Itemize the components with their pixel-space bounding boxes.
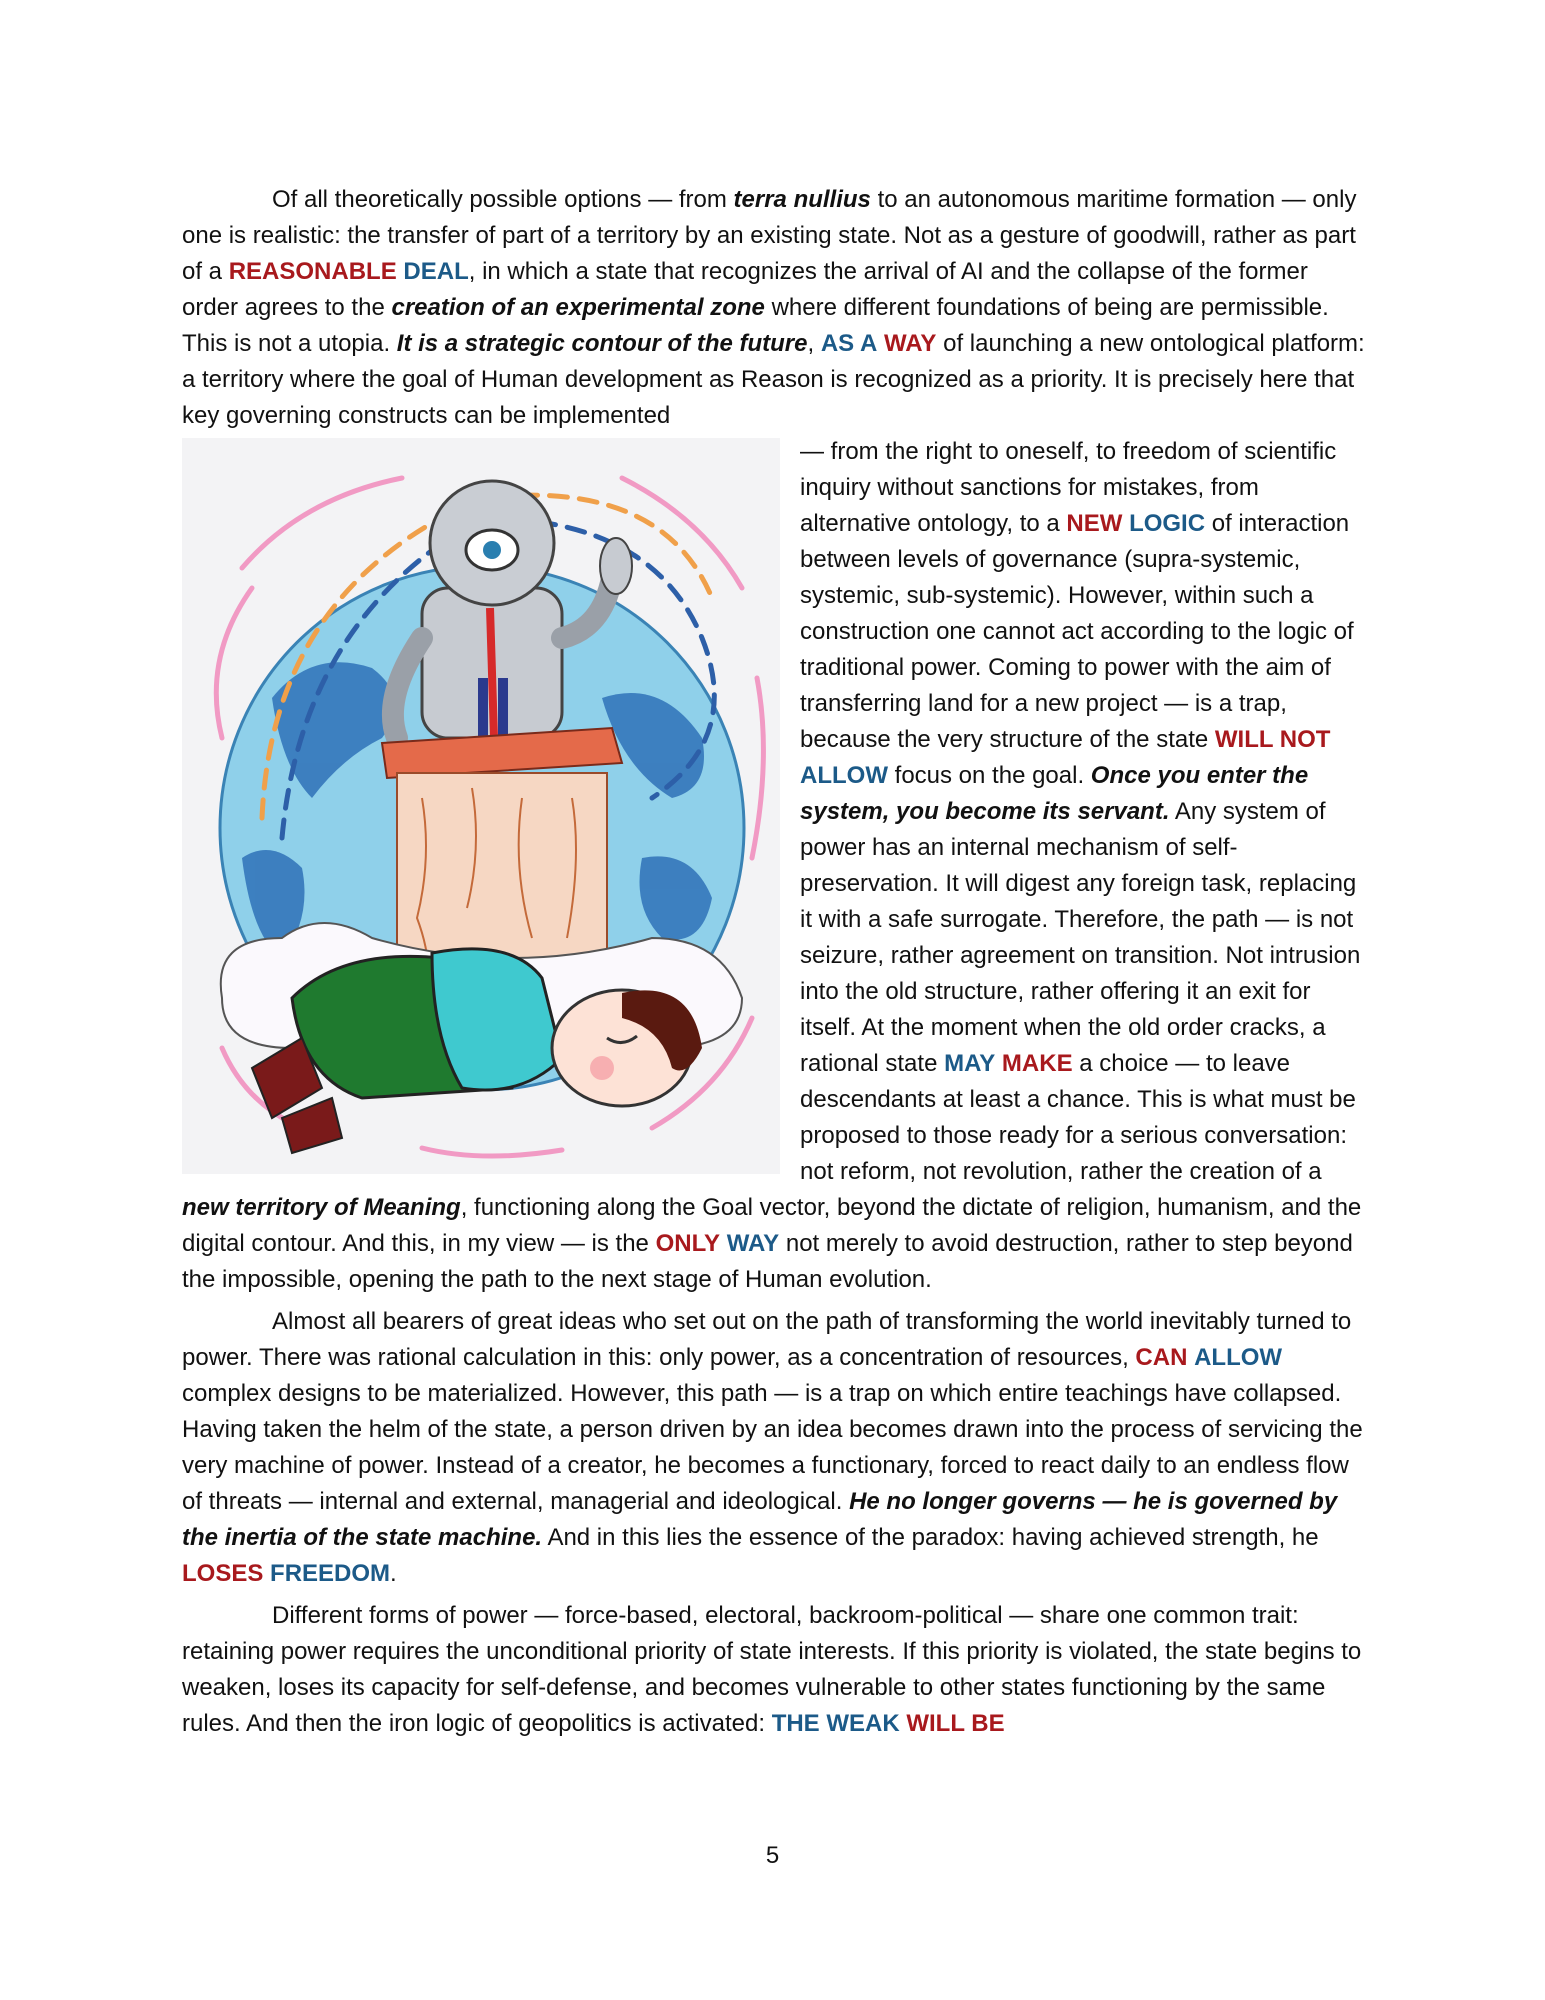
keyword-new: NEW (1066, 510, 1123, 537)
emphasis-terra-nullius: terra nullius (733, 186, 871, 213)
text-run: , functioning along the Goal vector, beyond the dictate of religion, humanism, and the digital contour. And this, in my view — is the (182, 1194, 1362, 1257)
text-run: , in which a state that recognizes the arrival of AI and the collapse of the former order agrees to the (182, 258, 1308, 321)
keyword-will-not: WILL NOT (1214, 726, 1331, 753)
emphasis-new-territory: new territory of Meaning (182, 1194, 461, 1221)
keyword-freedom: FREEDOM (270, 1560, 391, 1587)
emphasis-system-servant: Once you enter the system, you become its servant. (800, 762, 1309, 825)
keyword-way: WAY (883, 330, 937, 357)
text-run: And in this lies the essence of the paradox: having achieved strength, he (542, 1524, 1319, 1551)
emphasis-experimental-zone: creation of an experimental zone (391, 294, 765, 321)
page-body (182, 182, 1366, 1742)
text-run: Different forms of power — force-based, electoral, backroom-political — share one common trait: retaining power requires the unconditional priority of state interests. If this priority is violated, the state begins to weaken, loses its capacity for self-defense, and becomes vulnerable to other states functioning by the same rules. And then the iron logic of geopolitics is activated: (182, 1602, 1362, 1737)
keyword-may: MAY (944, 1050, 996, 1077)
keyword-allow-2: ALLOW (1194, 1344, 1283, 1371)
keyword-loses: LOSES (182, 1560, 264, 1587)
keyword-way-2: WAY (726, 1230, 780, 1257)
text-run: of launching a new ontological platform: a territory where the goal of Human development as Reason is recognized as a priority. It is precisely here that key governing constructs can be implemented (182, 330, 1365, 429)
text-run: . (390, 1560, 397, 1587)
text-run: focus on the goal. (887, 762, 1091, 789)
paragraph-2 (182, 1304, 1366, 1592)
text-run: a choice — to leave descendants at least a chance. This is what must be proposed to those ready for a serious conversation: not reform, not revolution, rather the creation of a (800, 1050, 1356, 1185)
keyword-will-be: WILL BE (906, 1710, 1005, 1737)
keyword-only: ONLY (655, 1230, 721, 1257)
text-run: of interaction between levels of governance (supra-systemic, systemic, sub-systemic). However, within such a construction one cannot act according to the logic of traditional power. Coming to power with the aim of transferring land for a new project — is a trap, because the very structure of the state (800, 510, 1354, 753)
illustration-robot-at-podium (182, 438, 780, 1174)
keyword-can: CAN (1135, 1344, 1188, 1371)
emphasis-no-longer-governs: He no longer governs — he is governed by the inertia of the state machine. (182, 1488, 1338, 1551)
keyword-allow: ALLOW (800, 762, 888, 789)
text-run: Of all theoretically possible options — from (272, 186, 734, 213)
text-run: where different foundations of being are permissible. This is not a utopia. (182, 294, 1329, 357)
page-number: 5 (765, 1842, 780, 1869)
keyword-logic: LOGIC (1129, 510, 1206, 537)
keyword-deal: DEAL (403, 258, 469, 285)
keyword-as-a: AS A (820, 330, 878, 357)
text-run: to an autonomous maritime formation — only one is realistic: the transfer of part of a territory by an existing state. Not as a gesture of goodwill, rather as part of a (182, 186, 1357, 285)
text-run: not merely to avoid destruction, rather to step beyond the impossible, opening the path to the next stage of Human evolution. (182, 1230, 1353, 1293)
emphasis-strategic-contour: It is a strategic contour of the future (396, 330, 808, 357)
keyword-make: MAKE (1001, 1050, 1073, 1077)
keyword-reasonable: REASONABLE (228, 258, 397, 285)
text-run: Any system of power has an internal mechanism of self-preservation. It will digest any foreign task, replacing it with a safe surrogate. Therefore, the path — is not seizure, rather agreement on transition. Not intrusion into the old structure, rather offering it an exit for itself. At the moment when the old order cracks, a rational state (800, 798, 1361, 1077)
text-run: Almost all bearers of great ideas who set out on the path of transforming the world inevitably turned to power. There was rational calculation in this: only power, as a concentration of resources, (182, 1308, 1352, 1371)
paragraph-1 (182, 182, 1366, 434)
text-run: — from the right to oneself, to freedom of scientific inquiry without sanctions for mistakes, from alternative ontology, to a (800, 438, 1337, 537)
text-run: complex designs to be materialized. However, this path — is a trap on which entire teachings have collapsed. Having taken the helm of the state, a person driven by an idea becomes drawn into the process of servicing the very machine of power. Instead of a creator, he becomes a functionary, forced to react daily to an endless flow of threats — internal and external, managerial and ideological. (182, 1380, 1363, 1515)
keyword-the-weak: THE WEAK (771, 1710, 900, 1737)
paragraph-3 (182, 1598, 1366, 1742)
text-run: , (807, 330, 821, 357)
